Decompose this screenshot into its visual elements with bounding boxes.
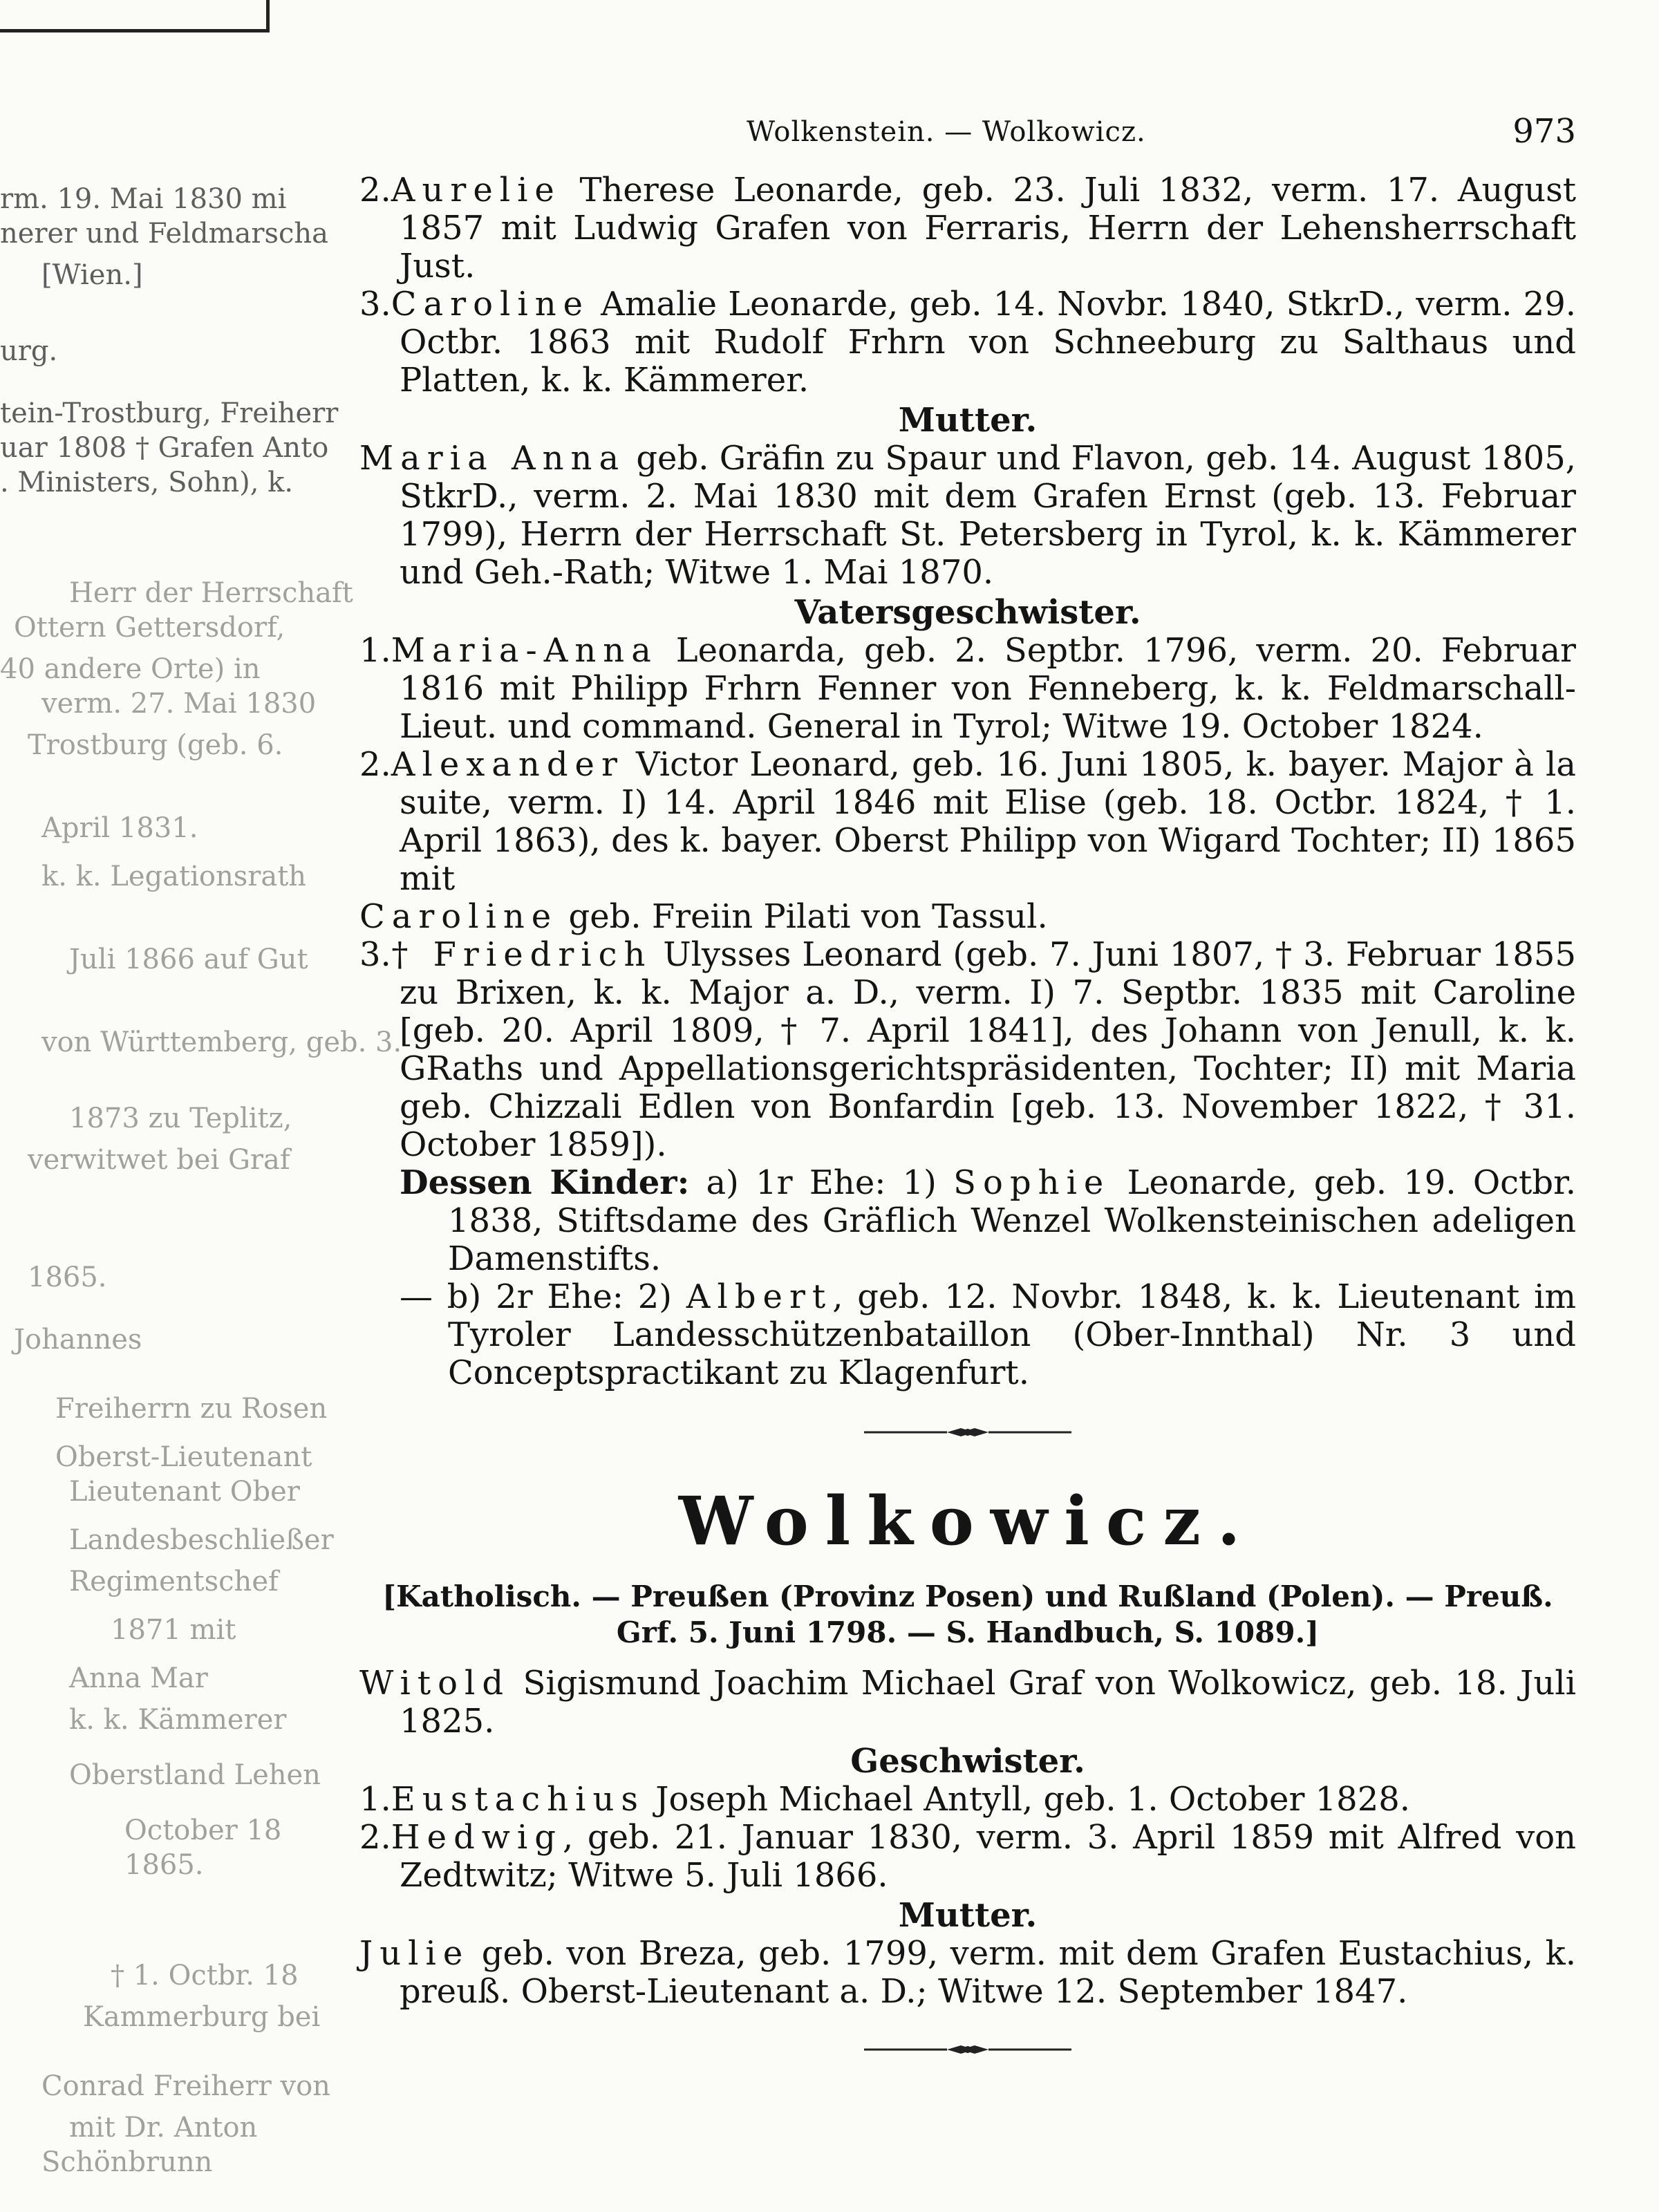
page-edge-frame [0,0,270,32]
person-name: Alexander [391,745,624,784]
entry-mutter-maria-anna: Maria Anna geb. Gräfin zu Spaur und Flavon, geb. 14. August 1805, StkrD., verm. 2. Mai 1830 mit dem Grafen Ernst (geb. 13. Februar 1799), Herrn der Herrschaft St. Petersberg in Tyrol, k. k. Kämmerer und Geh.-Rath; Witwe 1. Mai 1870. [359,439,1577,592]
bleed-text-line: 1865. [124,1849,204,1881]
bleed-text-line: Anna Mar [69,1662,208,1694]
page-content [359,112,1577,2065]
section-heading-vatersgeschwister: Vatersgeschwister. [794,593,1141,632]
section-heading-geschwister: Geschwister. [850,1742,1085,1781]
bleed-text-line: [Wien.] [41,259,143,291]
bleed-text-line: Schönbrunn [41,2146,213,2178]
person-name: Witold [359,1664,511,1703]
entry-maria-anna-leonarda: 1.Maria-Anna Leonarda, geb. 2. Septbr. 1796, verm. 20. Februar 1816 mit Philipp Frhrn Fenner von Fenneberg, k. k. Feldmarschall-Lieut. und command. General in Tyrol; Witwe 19. October 1824. [359,631,1576,746]
person-name: Julie [359,1934,470,1973]
bleed-text-line: Ottern Gettersdorf, [14,612,285,644]
person-name: Maria Anna [359,439,626,478]
family-note: [Katholisch. — Preußen (Provinz Posen) und Rußland (Polen). — Preuß. Grf. 5. Juni 1798. — S. Handbuch, S. 1089.] [382,1580,1553,1649]
bleed-text-line: Juli 1866 auf Gut [69,944,308,975]
person-name: Albert [686,1277,833,1316]
bleed-text-line: uar 1808 † Grafen Anto [0,432,329,464]
bleed-text-line: Oberst-Lieutenant [55,1441,312,1473]
bleed-text-line: Trostburg (geb. 6. [28,729,283,761]
bleed-text-line: 1865. [28,1262,107,1293]
section-heading-mutter-wolkowicz: Mutter. [898,1896,1038,1935]
bleed-text-line: Conrad Freiherr von [41,2070,330,2102]
entry-hedwig: 2.Hedwig, geb. 21. Januar 1830, verm. 3. April 1859 mit Alfred von Zedtwitz; Witwe 5. Juli 1866. [359,1818,1576,1895]
bleed-text-line: nerer und Feldmarscha [0,218,328,250]
entry-kinder-albert: — b) 2r Ehe: 2) Albert, geb. 12. Novbr. 1848, k. k. Lieutenant im Tyroler Landesschützenbataillon (Ober-Innthal) Nr. 3 und Conceptspractikant zu Klagenfurt. [400,1277,1577,1392]
bleed-text-line: 40 andere Orte) in [0,653,261,685]
bleed-text-line: Regimentschef [69,1566,279,1597]
bleed-text-line: mit Dr. Anton [69,2112,258,2144]
entry-caroline-pilati: Caroline geb. Freiin Pilati von Tassul. [359,897,1048,936]
bleed-text-line: . Ministers, Sohn), k. [0,467,294,498]
bleed-text-line: Herr der Herrschaft [69,577,353,609]
bleed-text-line: urg. [0,335,58,367]
bleed-text-line: October 18 [124,1815,282,1846]
person-name: Eustachius [391,1780,645,1819]
bleed-text-line: von Württemberg, geb. 3. [41,1027,402,1058]
person-name: Aurelie [391,171,561,209]
bleed-text-line: verwitwet bei Graf [28,1144,290,1176]
person-name: † Friedrich [391,935,653,974]
bleed-text-line: 1873 zu Teplitz, [69,1103,292,1134]
entry-kinder-sophie: Dessen Kinder: a) 1r Ehe: 1) Sophie Leonarde, geb. 19. Octbr. 1838, Stiftsdame des Gräflich Wenzel Wolkensteinischen adeligen Damenstifts. [400,1163,1576,1278]
bleed-text-line: verm. 27. Mai 1830 [41,688,317,720]
bleed-text-line: k. k. Legationsrath [41,861,307,892]
entry-eustachius: 1.Eustachius Joseph Michael Antyll, geb. 1. October 1828. [359,1780,1411,1819]
entry-julie: Julie geb. von Breza, geb. 1799, verm. mit dem Grafen Eustachius, k. preuß. Oberst-Lieutenant a. D.; Witwe 12. September 1847. [359,1934,1576,2011]
bleed-text-line: k. k. Kämmerer [69,1704,287,1736]
bleed-text-line: 1871 mit [111,1614,236,1646]
person-name: Caroline [359,897,559,936]
facing-page-bleed [0,176,402,2178]
person-name: Sophie [953,1163,1111,1202]
bleed-text-line: tein-Trostburg, Freiherr [0,397,339,429]
ornament-divider [864,1424,1071,1441]
entry-witold: Witold Sigismund Joachim Michael Graf von Wolkowicz, geb. 18. Juli 1825. [359,1664,1576,1741]
bleed-text-line: † 1. Octbr. 18 [111,1960,299,1991]
family-title-wolkowicz: Wolkowicz. [678,1482,1257,1560]
entry-friedrich: 3.† Friedrich Ulysses Leonard (geb. 7. Juni 1807, † 3. Februar 1855 zu Brixen, k. k. Major a. D., verm. I) 7. Septbr. 1835 mit Caroline [geb. 20. April 1809, † 7. April 1841], des Johann von Jenull, k. k. GRaths und Appellationsgerichtspräsidenten, Tochter; II) mit Maria geb. Chizzali Edlen von Bonfardin [geb. 13. November 1822, † 31. October 1859]). [359,935,1576,1164]
entry-caroline-amalie: 3.Caroline Amalie Leonarde, geb. 14. Novbr. 1840, StkrD., verm. 29. Octbr. 1863 mit Rudolf Frhrn von Schneeburg zu Salthaus und Platten, k. k. Kämmerer. [359,285,1576,400]
bleed-text-line: Freiherrn zu Rosen [55,1393,328,1425]
bleed-text-line: April 1831. [41,812,198,844]
person-name: Hedwig [391,1818,563,1857]
kinder-label: Dessen Kinder: [400,1163,690,1202]
person-name: Maria-Anna [391,631,658,670]
section-heading-mutter: Mutter. [898,401,1038,440]
person-name: Caroline [391,285,590,324]
bleed-text-line: Oberstland Lehen [69,1759,321,1791]
running-title: Wolkenstein. — Wolkowicz. [747,116,1146,148]
entry-aurelie: 2.Aurelie Therese Leonarde, geb. 23. Juli 1832, verm. 17. August 1857 mit Ludwig Grafen von Ferraris, Herrn der Lehensherrschaft Just. [359,171,1576,285]
bleed-text-line: rm. 19. Mai 1830 mi [0,183,287,215]
bleed-text-line: Lieutenant Ober [69,1476,300,1508]
entry-alexander: 2.Alexander Victor Leonard, geb. 16. Juni 1805, k. bayer. Major à la suite, verm. I) 14. April 1846 mit Elise (geb. 18. Octbr. 1824, † 1. April 1863), des k. bayer. Oberst Philipp von Wigard Tochter; II) 1865 mit [359,745,1576,898]
bleed-text-line: Landesbeschließer [69,1524,334,1556]
page-number: 973 [1512,112,1576,151]
bleed-text-line: Kammerburg bei [83,2001,321,2033]
running-head [359,112,1576,171]
bleed-text-line: Johannes [14,1324,142,1356]
ornament-divider-end [864,2041,1071,2058]
